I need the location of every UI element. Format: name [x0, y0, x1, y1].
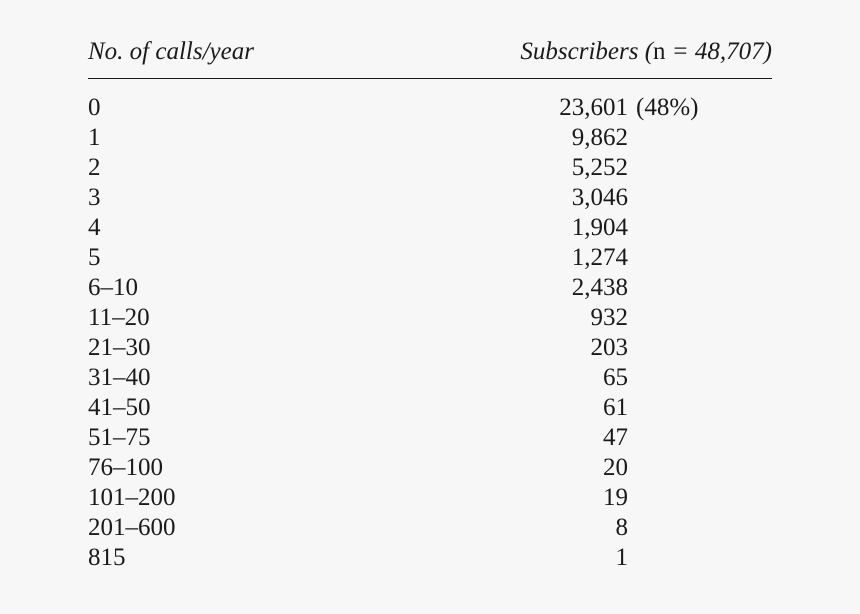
table-row [88, 303, 772, 333]
table-row [88, 333, 772, 363]
calls-cell: 3 [88, 184, 101, 211]
calls-cell: 815 [88, 544, 126, 571]
table-row [88, 453, 772, 483]
table-row [88, 363, 772, 393]
calls-cell: 4 [88, 214, 101, 241]
table-row [88, 93, 772, 123]
table-row [88, 183, 772, 213]
calls-cell: 1 [88, 124, 101, 151]
calls-cell: 2 [88, 154, 101, 181]
calls-cell: 101–200 [88, 484, 176, 511]
subscribers-cell: 61 [603, 394, 628, 421]
subscribers-cell: 8 [615, 514, 628, 541]
subscribers-cell: 203 [590, 334, 628, 361]
table-body [88, 93, 772, 573]
subscribers-cell: 5,252 [571, 154, 628, 181]
calls-cell: 76–100 [88, 454, 163, 481]
table-row [88, 243, 772, 273]
calls-table [88, 34, 772, 573]
calls-cell: 6–10 [88, 274, 138, 301]
table-row [88, 483, 772, 513]
subscribers-cell: 19 [603, 484, 628, 511]
calls-column-header: No. of calls/year [88, 38, 254, 65]
table-row [88, 423, 772, 453]
calls-cell: 41–50 [88, 394, 151, 421]
table-row [88, 123, 772, 153]
calls-cell: 201–600 [88, 514, 176, 541]
subscribers-column-header [520, 36, 772, 68]
subscribers-cell: 1,904 [571, 214, 628, 241]
subscribers-cell: 1,274 [571, 244, 628, 271]
table-header [88, 34, 772, 79]
calls-cell: 11–20 [88, 304, 150, 331]
subscribers-cell: 65 [603, 364, 628, 391]
table-row [88, 393, 772, 423]
calls-cell: 0 [88, 94, 101, 121]
subscribers-cell: 3,046 [571, 184, 628, 211]
subscribers-cell: 9,862 [571, 124, 628, 151]
subscribers-cell: 23,601 [559, 94, 628, 121]
subscribers-cell: 2,438 [571, 274, 628, 301]
calls-cell: 5 [88, 244, 101, 271]
subscribers-cell: 1 [615, 544, 628, 571]
subscribers-cell: 47 [603, 424, 628, 451]
subscribers-header-prefix: Subscribers ( [520, 38, 654, 65]
subscribers-header-suffix: = 48,707) [665, 38, 772, 65]
table-row [88, 273, 772, 303]
subscribers-cell: 932 [590, 304, 628, 331]
calls-cell: 21–30 [88, 334, 151, 361]
table-row [88, 513, 772, 543]
percent-cell: (48%) [636, 94, 699, 121]
table-row [88, 213, 772, 243]
subscribers-header-n: n [653, 38, 666, 65]
calls-cell: 51–75 [88, 424, 151, 451]
table-row [88, 153, 772, 183]
table-row [88, 543, 772, 573]
subscribers-cell: 20 [603, 454, 628, 481]
calls-cell: 31–40 [88, 364, 151, 391]
